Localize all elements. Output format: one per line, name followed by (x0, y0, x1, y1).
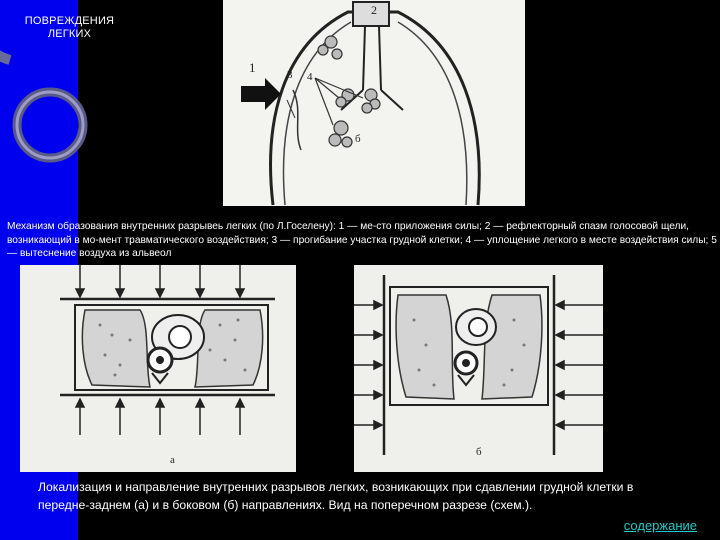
figure-top-label-3: 3 (287, 69, 293, 81)
slide-title: ПОВРЕЖДЕНИЯ ЛЕГКИХ (24, 15, 115, 40)
contents-link[interactable]: содержание (623, 518, 697, 533)
figure-bottom-caption: Локализация и направление внутренних разрывов легких, возникающих при сдавлении грудной клетки в передне-заднем (а) и в боковом (б) направлениях. Вид на поперечном разрезе (схем.). (38, 480, 634, 512)
figure-top-label-4: 4 (307, 71, 313, 83)
figure-top-caption: Механизм образования внутренних разрывеь легких (по Л.Госелену): 1 — ме-сто приложения силы; 2 — рефлекторный спазм голосовой щели, возникающий в мо-мент травматического воздействия; 3 — прогибание участка грудной клетки; 4 — уплощение легкого в месте воздействия силы; 5 — вытеснение воздуха из альвеол (7, 221, 717, 259)
chest-section-figure-a (20, 265, 296, 472)
lung-mechanism-figure (223, 0, 525, 206)
figure-top-label-1: 1 (249, 60, 256, 75)
chest-section-figure-b (354, 265, 603, 472)
figure-a-label: а (170, 454, 175, 466)
figure-top-label-6: б (355, 133, 361, 145)
figure-b-label: б (476, 446, 482, 458)
figure-top-label-2: 2 (371, 3, 377, 17)
